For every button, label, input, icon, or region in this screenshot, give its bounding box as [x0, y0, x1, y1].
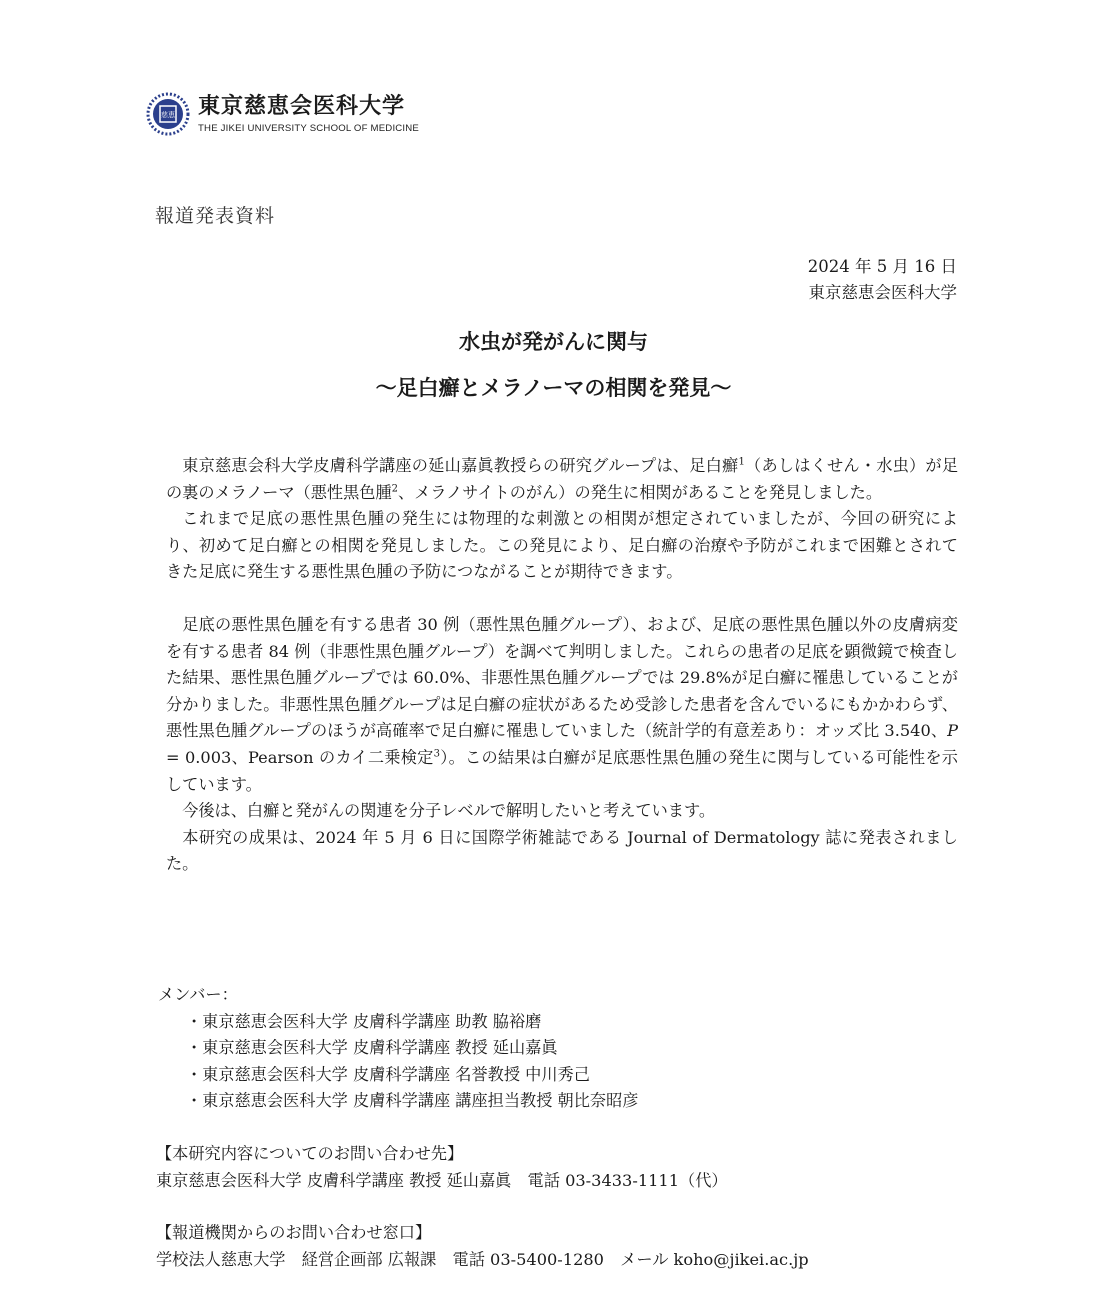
date-block [808, 254, 957, 306]
logo-english-name: THE JIKEI UNIVERSITY SCHOOL OF MEDICINE [198, 122, 420, 134]
page-subtitle: 〜足白癬とメラノーマの相関を発見〜 [375, 376, 732, 400]
press-contact [156, 1219, 809, 1273]
university-logo [146, 92, 419, 136]
paragraph-publication: 本研究の成果は、2024 年 5 月 6 日に国際学術雑誌である Journal of Dermatology 誌に発表されました。 [166, 827, 958, 874]
member-item: ・東京慈恵会医科大学 皮膚科学講座 助教 脇裕磨 [186, 1011, 542, 1031]
research-contact-heading: 【本研究内容についてのお問い合わせ先】 [156, 1144, 464, 1163]
paragraph-results: 足底の悪性黒色腫を有する患者 30 例（悪性黒色腫グループ）、および、足底の悪性黒色腫以外の皮膚病変を有する患者 84 例（非悪性黒色腫グループ）を調べて判明しました。これらの患者の足底を顕微鏡で検査した結果、悪性黒色腫グループでは 60.0%、非悪性黒色腫グループでは 29.8%が足白癬に罹患していることが分かりました。非悪性黒色腫グループは足白癬の症状があるため受診した患者を含んでいるにもかかわらず、悪性黒色腫グループのほうが高確率で足白癬に罹患していました（統計学的有意差あり：オッズ比 3.540、P = 0.003、Pearson のカイ二乗検定$^3$）。この結果は白癬が足底悪性黒色腫の発生に関与している可能性を示しています。 [166, 614, 958, 794]
document-type: 報道発表資料 [155, 205, 276, 227]
paragraph-summary: 東京慈恵会科大学皮膚科学講座の延山嘉眞教授らの研究グループは、足白癬$^1$（あしはくせん・水虫）が足の裏のメラノーマ（悪性黒色腫$^2$、メラノサイトのがん）の発生に相関があることを発見しました。 [166, 456, 959, 502]
press-contact-heading: 【報道機関からのお問い合わせ窓口】 [156, 1223, 432, 1242]
page-title: 水虫が発がんに関与 [459, 330, 648, 354]
footnote-ref-2: 2 [391, 483, 399, 495]
footnote-ref-1: 1 [738, 456, 745, 468]
logo-japanese-name: 東京慈恵会医科大学 [198, 93, 406, 119]
member-item: ・東京慈恵会医科大学 皮膚科学講座 名誉教授 中川秀己 [186, 1064, 590, 1084]
issuer: 東京慈恵会医科大学 [808, 283, 957, 302]
body-text [166, 453, 958, 878]
press-contact-details: 学校法人慈恵大学 経営企画部 広報課 電話 03-5400-1280 メール koho@jikei.ac.jp [156, 1250, 809, 1269]
member-item: ・東京慈恵会医科大学 皮膚科学講座 教授 延山嘉眞 [186, 1038, 558, 1058]
paragraph-background: これまで足底の悪性黒色腫の発生には物理的な刺激との相関が想定されていましたが、今回の研究により、初めて足白癬との相関を発見しました。この発見により、足白癬の治療や予防がこれまで困難とされてきた足底に発生する悪性黒色腫の予防につながることが期待できます。 [166, 509, 958, 582]
paragraph-future: 今後は、白癬と発がんの関連を分子レベルで解明したいと考えています。 [182, 801, 716, 821]
member-item: ・東京慈恵会医科大学 皮膚科学講座 講座担当教授 朝比奈昭彦 [186, 1091, 639, 1111]
members-heading: メンバー： [158, 985, 238, 1004]
university-seal-icon [146, 92, 190, 136]
research-contact-details: 東京慈恵会医科大学 皮膚科学講座 教授 延山嘉眞 電話 03-3433-1111（代） [156, 1171, 728, 1190]
release-date: 2024 年 5 月 16 日 [807, 257, 957, 276]
members-section [158, 982, 639, 1115]
seal-text: 慈恵 [161, 111, 175, 119]
research-contact [156, 1140, 728, 1194]
footnote-ref-3: 3 [433, 748, 440, 760]
